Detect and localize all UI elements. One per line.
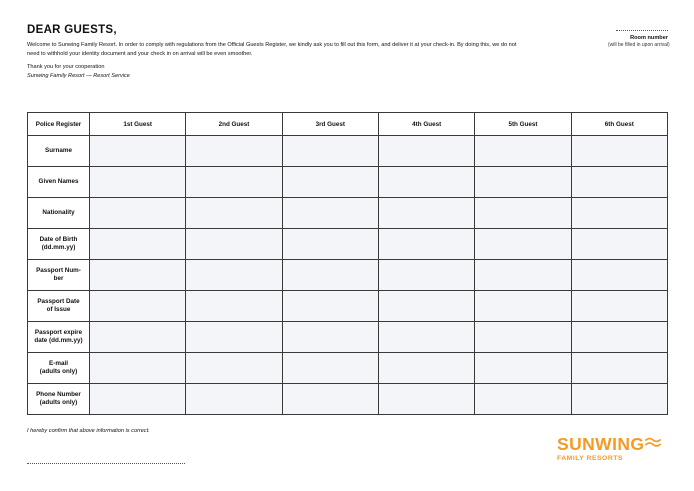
table-row bbox=[28, 260, 668, 291]
row-label bbox=[28, 229, 90, 260]
guest-input-cell[interactable] bbox=[378, 198, 474, 229]
row-label bbox=[28, 291, 90, 322]
guest-input-cell[interactable] bbox=[90, 167, 186, 198]
guest-input-cell[interactable] bbox=[571, 136, 667, 167]
guest-input-cell[interactable] bbox=[571, 322, 667, 353]
guest-input-cell[interactable] bbox=[571, 291, 667, 322]
guest-input-cell[interactable] bbox=[378, 322, 474, 353]
thanks-block bbox=[27, 63, 130, 80]
row-label-line: (adults only) bbox=[39, 399, 78, 406]
guest-input-cell[interactable] bbox=[475, 353, 571, 384]
row-label-line: Given Names bbox=[38, 177, 79, 185]
guest-input-cell[interactable] bbox=[475, 260, 571, 291]
logo-wordmark bbox=[557, 436, 672, 453]
guest-column-header: 2nd Guest bbox=[186, 113, 282, 136]
guest-input-cell[interactable] bbox=[186, 167, 282, 198]
row-label-line: ber bbox=[53, 275, 64, 282]
guest-input-cell[interactable] bbox=[186, 260, 282, 291]
police-register-header: Police Register bbox=[28, 113, 90, 136]
guest-input-cell[interactable] bbox=[90, 384, 186, 415]
row-label-line: of Issue bbox=[46, 306, 71, 313]
guest-input-cell[interactable] bbox=[475, 198, 571, 229]
row-label bbox=[28, 198, 90, 229]
table-row bbox=[28, 353, 668, 384]
guest-column-header: 3rd Guest bbox=[282, 113, 378, 136]
guest-input-cell[interactable] bbox=[571, 260, 667, 291]
guest-input-cell[interactable] bbox=[90, 229, 186, 260]
row-label bbox=[28, 384, 90, 415]
guest-input-cell[interactable] bbox=[186, 353, 282, 384]
guest-input-cell[interactable] bbox=[90, 322, 186, 353]
guest-input-cell[interactable] bbox=[378, 291, 474, 322]
guest-column-header: 5th Guest bbox=[475, 113, 571, 136]
guest-column-header: 4th Guest bbox=[378, 113, 474, 136]
table-body bbox=[28, 136, 668, 415]
row-label-line: Phone Number bbox=[36, 390, 81, 398]
guest-input-cell[interactable] bbox=[475, 322, 571, 353]
sunwing-logo bbox=[557, 436, 672, 462]
logo-main-text: SUNWING bbox=[557, 434, 645, 454]
signature-text: Sunwing Family Resort — Resort Service bbox=[27, 72, 130, 79]
guest-input-cell[interactable] bbox=[378, 260, 474, 291]
table-row bbox=[28, 198, 668, 229]
guest-input-cell[interactable] bbox=[90, 198, 186, 229]
row-label-line: Surname bbox=[45, 146, 72, 154]
guest-input-cell[interactable] bbox=[90, 136, 186, 167]
table-row bbox=[28, 229, 668, 260]
guest-input-cell[interactable] bbox=[282, 353, 378, 384]
table-row bbox=[28, 322, 668, 353]
guest-input-cell[interactable] bbox=[90, 260, 186, 291]
guest-input-cell[interactable] bbox=[282, 384, 378, 415]
guest-input-cell[interactable] bbox=[571, 353, 667, 384]
row-label bbox=[28, 322, 90, 353]
guest-input-cell[interactable] bbox=[378, 353, 474, 384]
table-row bbox=[28, 291, 668, 322]
row-label bbox=[28, 136, 90, 167]
row-label-line: Passport expire bbox=[34, 328, 83, 336]
room-number-label: Room number bbox=[630, 35, 668, 41]
guest-input-cell[interactable] bbox=[475, 291, 571, 322]
guest-input-cell[interactable] bbox=[378, 136, 474, 167]
intro-text: Welcome to Sunwing Family Resort. In order to comply with regulations from the Official Guests Register, we kindly ask you to fill out this form, and deliver it at your check-in. By doing this, we do not need to withhold your identity document and your check in on arrival will be even smoother. bbox=[27, 42, 517, 57]
row-label-line: E-mail bbox=[49, 359, 68, 367]
signature-line[interactable] bbox=[27, 463, 185, 464]
guest-input-cell[interactable] bbox=[571, 229, 667, 260]
row-label-line: (adults only) bbox=[39, 368, 78, 375]
row-label-line: (dd.mm.yy) bbox=[41, 244, 76, 251]
guest-input-cell[interactable] bbox=[475, 167, 571, 198]
row-label-line: Date of Birth bbox=[39, 235, 78, 243]
guest-input-cell[interactable] bbox=[186, 322, 282, 353]
guest-input-cell[interactable] bbox=[282, 291, 378, 322]
guest-input-cell[interactable] bbox=[90, 291, 186, 322]
table-row bbox=[28, 384, 668, 415]
guest-input-cell[interactable] bbox=[378, 229, 474, 260]
row-label-line: Nationality bbox=[42, 208, 75, 216]
page-title: DEAR GUESTS, bbox=[27, 24, 117, 36]
table-row bbox=[28, 167, 668, 198]
guest-input-cell[interactable] bbox=[186, 291, 282, 322]
guest-input-cell[interactable] bbox=[186, 229, 282, 260]
table-row bbox=[28, 136, 668, 167]
guest-input-cell[interactable] bbox=[282, 322, 378, 353]
guest-column-header: 6th Guest bbox=[571, 113, 667, 136]
guest-input-cell[interactable] bbox=[378, 384, 474, 415]
table-header-row bbox=[28, 113, 668, 136]
guest-input-cell[interactable] bbox=[571, 198, 667, 229]
guest-input-cell[interactable] bbox=[282, 198, 378, 229]
room-number-note: (will be filled in upon arrival) bbox=[608, 42, 670, 48]
police-register-table bbox=[27, 112, 668, 415]
row-label bbox=[28, 353, 90, 384]
guest-input-cell[interactable] bbox=[282, 229, 378, 260]
guest-input-cell[interactable] bbox=[571, 384, 667, 415]
guest-input-cell[interactable] bbox=[475, 229, 571, 260]
guest-input-cell[interactable] bbox=[378, 167, 474, 198]
row-label-line: Passport Num- bbox=[36, 266, 81, 274]
guest-input-cell[interactable] bbox=[186, 198, 282, 229]
row-label bbox=[28, 260, 90, 291]
guest-input-cell[interactable] bbox=[186, 384, 282, 415]
row-label-line: date (dd.mm.yy) bbox=[34, 337, 83, 344]
confirmation-text: I hereby confirm that above information is correct. bbox=[27, 428, 150, 434]
room-number-box bbox=[608, 30, 668, 48]
guest-input-cell[interactable] bbox=[571, 167, 667, 198]
row-label bbox=[28, 167, 90, 198]
guest-input-cell[interactable] bbox=[282, 167, 378, 198]
room-number-line[interactable] bbox=[616, 30, 668, 31]
wave-icon bbox=[645, 436, 661, 448]
guest-input-cell[interactable] bbox=[186, 136, 282, 167]
guest-input-cell[interactable] bbox=[282, 260, 378, 291]
row-label-line: Passport Date bbox=[37, 297, 80, 305]
guest-input-cell[interactable] bbox=[282, 136, 378, 167]
guest-column-header: 1st Guest bbox=[90, 113, 186, 136]
guest-input-cell[interactable] bbox=[475, 384, 571, 415]
guest-input-cell[interactable] bbox=[90, 353, 186, 384]
logo-subtitle: FAMILY RESORTS bbox=[557, 455, 623, 462]
thanks-text: Thank you for your cooperation bbox=[27, 64, 105, 70]
guest-input-cell[interactable] bbox=[475, 136, 571, 167]
